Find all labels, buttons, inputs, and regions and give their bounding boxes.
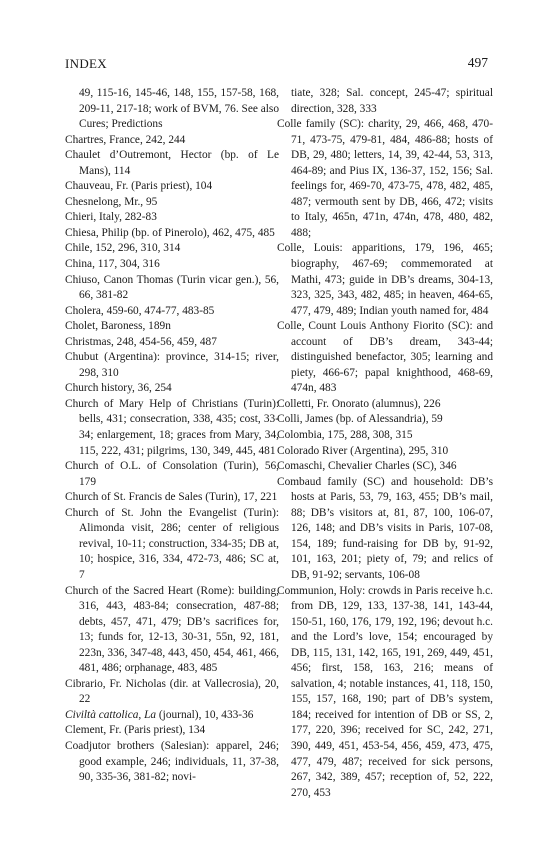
index-entry (277, 319, 493, 397)
index-entry (65, 179, 279, 195)
index-entry (277, 117, 493, 241)
index-entry-text: Chiuso, Canon Thomas (Turin vicar gen.), 56, 66, 381-82 (65, 273, 279, 302)
index-entry-text: Colli, James (bp. of Alessandria), 59 (277, 413, 443, 426)
index-entry (277, 412, 493, 428)
index-entry (65, 86, 279, 133)
index-entry-text: Chauveau, Fr. (Paris priest), 104 (65, 180, 213, 193)
index-entry-text: China, 117, 304, 316 (65, 258, 160, 271)
index-entry (277, 459, 493, 475)
index-entry-text: Colombia, 175, 288, 308, 315 (277, 429, 413, 442)
index-entry-text: Church of Mary Help of Christians (Turin): bells, 431; consecration, 338, 435; cost, 33-34; enlargement, 18; graces from Mary, 34, 115, 222, 431; pilgrims, 130, 349, 445, 481 (65, 397, 279, 457)
index-entry (277, 428, 493, 444)
index-entry-text: Church of the Sacred Heart (Rome): building, 316, 443, 483-84; consecration, 487-88; debts, 457, 471, 479; DB’s sacrifices for, 13; funds for, 12-13, 30-31, 55n, 92, 181, 223n, 336, 347-48, 443, 450, 454, 461, 466, 481, 486; orphanage, 483, 485 (65, 584, 279, 675)
index-entry (277, 444, 493, 460)
index-entry (65, 584, 279, 677)
index-entry-text: Chesnelong, Mr., 95 (65, 195, 158, 208)
index-entry (65, 335, 279, 351)
index-entry-text: Colle, Count Louis Anthony Fiorito (SC): and account of DB’s dream, 343-44; distinguished benefactor, 305; learning and piety, 466-67; papal knighthood, 468-69, 474n, 483 (277, 320, 493, 395)
index-entry (277, 241, 493, 319)
index-entry (65, 677, 279, 708)
index-entry (65, 210, 279, 226)
index-entry (65, 319, 279, 335)
index-entry-text: Chile, 152, 296, 310, 314 (65, 242, 181, 255)
index-entry (277, 86, 493, 117)
index-entry-italic-title: Civiltà cattolica, La (65, 708, 157, 721)
index-entry (277, 584, 493, 802)
index-entry-text: Clement, Fr. (Paris priest), 134 (65, 724, 206, 737)
index-entry (65, 708, 279, 724)
index-entry-text: tiate, 328; Sal. concept, 245-47; spiritual direction, 328, 333 (291, 87, 493, 115)
index-entry (277, 397, 493, 413)
index-entry (65, 739, 279, 786)
index-entry-text: Church of St. John the Evangelist (Turin): Alimonda visit, 286; center of religious revival, 10-11; construction, 334-35; DB at, 10; hospice, 316, 334, 472-73, 486; SC at, 7 (65, 506, 279, 581)
page-number: 497 (467, 55, 488, 70)
index-entry-text: Communion, Holy: crowds in Paris receive h.c. from DB, 129, 133, 137-38, 141, 143-44, 150-51, 160, 176, 179, 192, 196; devout h.c. and the Lord’s love, 154; encouraged by DB, 115, 131, 142, 165, 191, 269, 449, 451, 456; first, 158, 163, 216; means of salvation, 4; notable instances, 41, 118, 150, 155, 157, 168, 190; part of DB’s system, 184; received for intention of DB or SS, 2, 177, 220, 396; received for SC, 242, 271, 390, 449, 451, 453-54, 456, 459, 473, 475, 477, 479, 487; received for sick persons, 267, 342, 389, 457; reception of, 52, 222, 270, 453 (277, 584, 493, 799)
index-entry (65, 241, 279, 257)
index-column-right (277, 86, 493, 801)
index-entry (65, 459, 279, 490)
index-entry-text: Coadjutor brothers (Salesian): apparel, 246; good example, 246; individuals, 11, 37-38, 90, 335-36, 381-82; novi- (65, 739, 279, 784)
index-entry-text: Chubut (Argentina): province, 314-15; river, 298, 310 (65, 351, 279, 379)
index-entry (65, 397, 279, 459)
index-entry (277, 475, 493, 584)
index-entry (65, 304, 279, 320)
index-entry-text: Colle, Louis: apparitions, 179, 196, 465; biography, 467-69; commemorated at Mathi, 473; guide in DB’s dreams, 304-13, 323, 325, 343, 482, 485; in heaven, 464-65, 477, 479, 489; Indian youth named for, 484 (277, 242, 493, 317)
index-entry-text: Chiesa, Philip (bp. of Pinerolo), 462, 475, 485 (65, 226, 275, 239)
index-entry-text: Cholera, 459-60, 474-77, 483-85 (65, 304, 215, 317)
index-entry (65, 133, 279, 149)
running-head: INDEX (65, 56, 107, 71)
index-entry (65, 195, 279, 211)
index-entry-text: (journal), 10, 433-36 (156, 708, 254, 721)
index-entry (65, 273, 279, 304)
index-entry-text: Colletti, Fr. Onorato (alumnus), 226 (277, 397, 441, 410)
index-entry-text: Church of O.L. of Consolation (Turin), 56, 179 (65, 460, 279, 488)
index-entry-text: Church history, 36, 254 (65, 382, 172, 395)
index-entry-text: Cibrario, Fr. Nicholas (dir. at Vallecrosia), 20, 22 (65, 677, 279, 706)
index-entry-text: Chaulet d’Outremont, Hector (bp. of Le Mans), 114 (65, 149, 279, 177)
index-entry-text: Cholet, Baroness, 189n (65, 320, 171, 333)
index-entry-text: Comaschi, Chevalier Charles (SC), 346 (277, 460, 457, 473)
index-entry-text: Colorado River (Argentina), 295, 310 (277, 444, 449, 457)
index-entry (65, 381, 279, 397)
index-entry-text: Christmas, 248, 454-56, 459, 487 (65, 335, 217, 348)
index-entry (65, 350, 279, 381)
index-entry (65, 506, 279, 584)
index-entry-text: Church of St. Francis de Sales (Turin), 17, 221 (65, 491, 278, 504)
index-entry-text: Chieri, Italy, 282-83 (65, 211, 157, 224)
index-entry (65, 226, 279, 242)
index-entry-text: Chartres, France, 242, 244 (65, 133, 186, 146)
index-column-left (65, 86, 279, 786)
index-entry (65, 148, 279, 179)
index-entry-text: Colle family (SC): charity, 29, 466, 468, 470-71, 473-75, 479-81, 484, 486-88; hosts of DB, 29, 480; letters, 14, 39, 42-44, 53, 313, 464-89; and Pius IX, 136-37, 152, 156; Sal. feelings for, 469-70, 473-75, 478, 482, 485, 487; vermouth sent by DB, 466, 472; visits to Italy, 465n, 471n, 474n, 478, 480, 482, 488; (277, 118, 493, 239)
index-entry (65, 723, 279, 739)
index-entry-text: Combaud family (SC) and household: DB’s hosts at Paris, 53, 79, 163, 455; DB’s mail, 88; DB’s visitors at, 81, 87, 100, 106-07, 126, 148; and DB’s visits in Paris, 107-08, 154, 189; fund-raising for DB by, 91-92, 101, 163, 201; piety of, 79; and relics of DB, 91-92; servants, 106-08 (277, 475, 493, 581)
index-entry (65, 257, 279, 273)
index-entry (65, 490, 279, 506)
index-entry-text: 49, 115-16, 145-46, 148, 155, 157-58, 168, 209-11, 217-18; work of BVM, 76. See also Cures; Predictions (79, 87, 279, 131)
